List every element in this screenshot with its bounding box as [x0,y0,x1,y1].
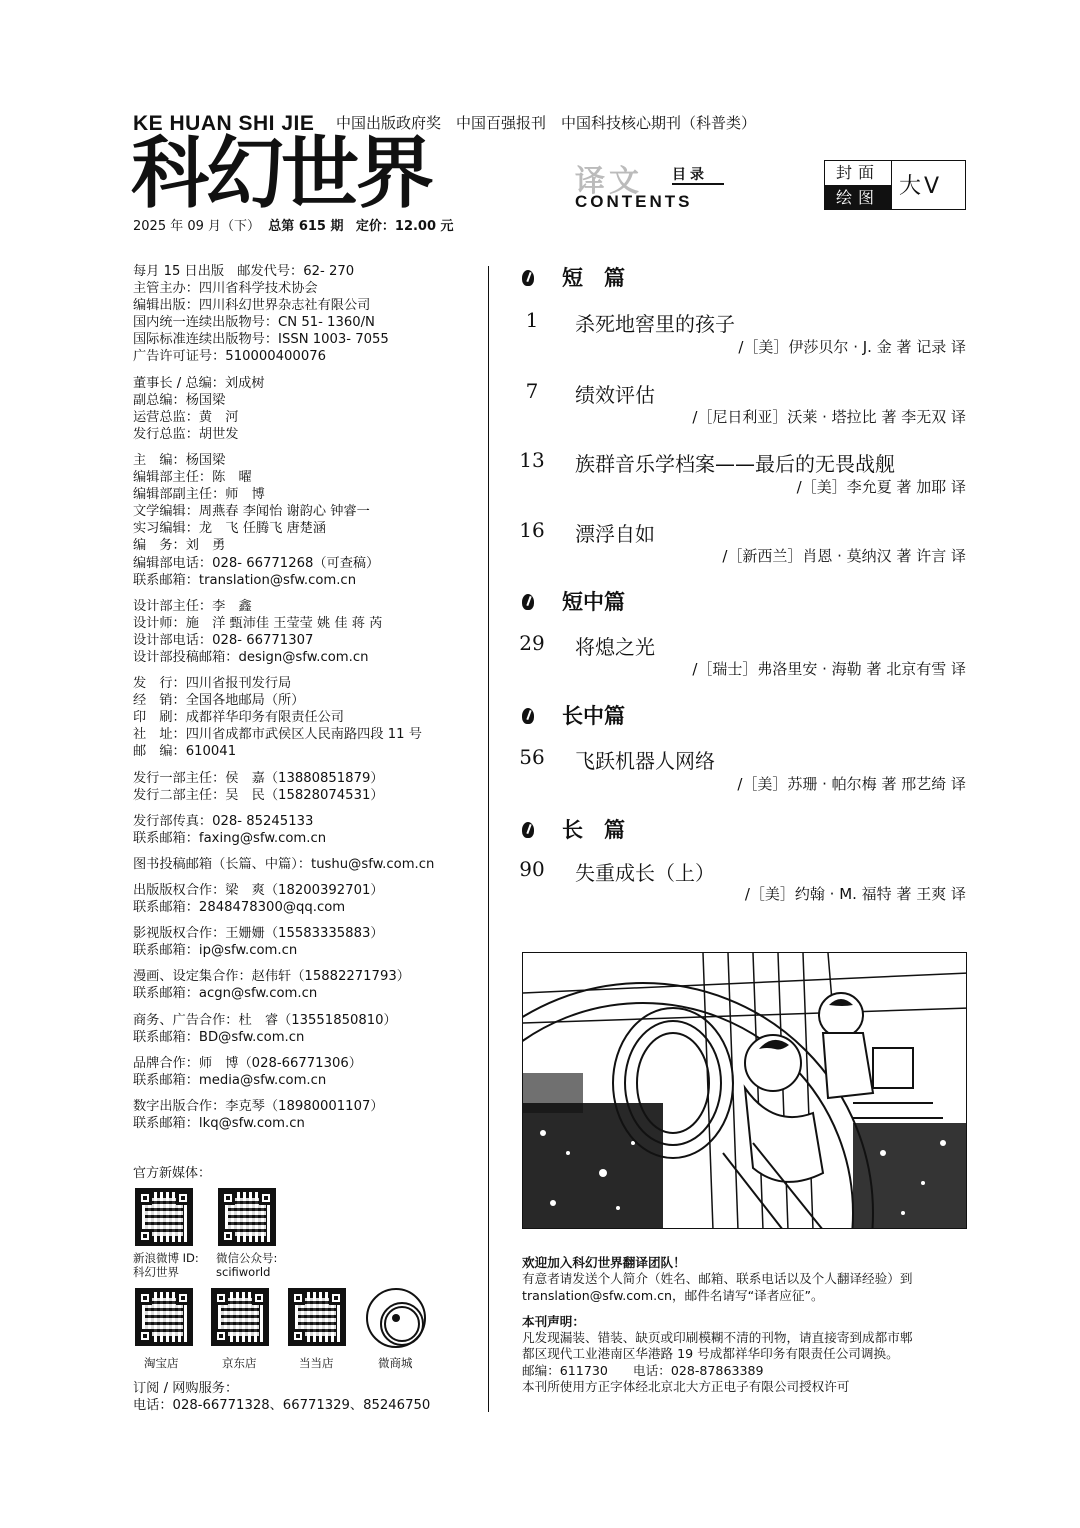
info-line: 主 编：杨国梁 [133,452,226,468]
toc-entry-title[interactable]: 族群音乐学档案——最后的无畏战舰 [575,452,895,476]
info-line: 商务、广告合作：杜 睿（13551850810） [133,1012,397,1028]
info-line: 社 址：四川省成都市武侯区人民南路四段 11 号 [133,727,422,743]
info-line: 联系邮箱：translation@sfw.com.cn [133,572,357,588]
info-line: 编辑部主任：陈 曜 [133,470,252,486]
issue-date: 2025 年 09 月（下） [133,219,261,234]
info-line: 漫画、设定集合作：赵伟轩（15882271793） [133,969,410,985]
awards-line: 中国出版政府奖 中国百强报刊 中国科技核心期刊（科普类） [336,114,757,132]
info-line: 实习编辑：龙 飞 任腾飞 唐楚涵 [133,521,327,537]
weibo-label-line: 科幻世界 [133,1265,179,1279]
info-line: 出版版权合作：梁 爽（18200392701） [133,883,384,898]
info-line: 设计部电话：028- 66771307 [133,632,314,648]
subscribe-title: 订阅 / 网购服务： [133,1381,239,1396]
toc-entry-byline: /［美］李允夏 著 加耶 译 [796,478,966,496]
info-line: 设计部投稿邮箱：design@sfw.com.cn [133,649,369,665]
info-line: 编辑部电话：028- 66771268（可查稿） [133,555,380,571]
section-marker-icon [522,822,534,838]
info-group-publication [133,263,478,366]
toc-header [575,160,725,212]
info-line: 联系邮箱：faxing@sfw.com.cn [133,830,327,846]
info-line: 广告许可证号：510000400076 [133,349,326,365]
info-line: 发行二部主任：吴 民（15828074531） [133,787,384,803]
cover-illustration [522,952,967,1229]
info-line: 联系邮箱：ip@sfw.com.cn [133,943,298,959]
section-title: 短 篇 [562,266,625,290]
info-line: 联系邮箱：acgn@sfw.com.cn [133,986,318,1002]
store-label-taobao: 淘宝店 [144,1356,179,1370]
toc-page-number: 29 [519,631,545,655]
recruit-email-line[interactable]: translation@sfw.com.cn，邮件名请写“译者应征”。 [522,1287,824,1303]
toc-entry-title[interactable]: 杀死地窖里的孩子 [575,312,735,336]
info-line: 联系邮箱：lkq@sfw.com.cn [133,1116,305,1132]
weibo-label [133,1251,199,1279]
wechat-qr-code[interactable] [218,1188,276,1246]
taobao-qr-code[interactable] [135,1288,193,1346]
info-group-design [133,598,478,666]
info-line: 发 行：四川省报刊发行局 [133,676,292,692]
toc-header-mulu: 目录 [672,167,708,183]
toc-page-number: 1 [525,308,539,332]
toc-page-number: 56 [519,745,545,769]
toc-section-short-medium [522,586,625,616]
weibo-label-line: 新浪微博 ID: [133,1251,199,1265]
toc-section-long-medium [522,700,625,730]
toc-section-long [522,814,625,844]
section-title: 长中篇 [562,704,625,728]
info-line: 董事长 / 总编：刘成树 [133,375,265,391]
section-title: 长 篇 [562,818,625,842]
issue-line [133,215,454,234]
store-label-dangdang: 当当店 [299,1356,334,1370]
info-line: 设计部主任：李 鑫 [133,598,252,614]
info-line: 主管主办：四川省科学技术协会 [133,281,318,297]
info-line: 图书投稿邮箱（长篇、中篇）：tushu@sfw.com.cn [133,856,435,872]
info-line: 编辑出版：四川科幻世界杂志社有限公司 [133,298,371,314]
info-line: 编辑部副主任：师 博 [133,487,265,503]
toc-header-contents: CONTENTS [575,192,693,211]
toc-page-number: 90 [519,857,545,881]
info-line: 设计师：施 洋 甄沛佳 王莹莹 姚 佳 蒋 芮 [133,615,383,631]
info-group-film [133,925,478,959]
section-marker-icon [522,708,534,724]
weibo-qr-code[interactable] [135,1188,193,1246]
info-group-business [133,1012,478,1046]
info-line: 每月 15 日出版 邮发代号：62- 270 [133,264,355,279]
cover-label-bottom: 绘图 [825,185,891,210]
statement-postcode: 邮编：611730 电话：028-87863389 [522,1362,764,1378]
toc-header-yiwen: 译文 [575,164,643,199]
statement-title: 本刊声明： [522,1313,585,1329]
cover-credit-box [824,160,966,210]
info-group-brand [133,1055,478,1089]
info-line: 影视版权合作：王姗姗（15583335883） [133,926,384,942]
toc-page-number: 13 [519,448,545,472]
media-title: 官方新媒体： [133,1166,212,1181]
toc-entry-title[interactable]: 漂浮自如 [575,522,655,546]
info-line: 发行一部主任：侯 嘉（13880851879） [133,770,384,786]
dangdang-qr-code[interactable] [288,1288,346,1346]
info-group-fax [133,813,478,847]
info-group-digital [133,1098,478,1132]
toc-entry-byline: /［新西兰］肖恩 · 莫纳汉 著 许言 译 [722,547,966,565]
toc-entry-title[interactable]: 绩效评估 [575,383,655,407]
toc-section-short [522,262,625,292]
toc-entry-title[interactable]: 失重成长（上） [575,861,715,885]
wechat-label-line: 微信公众号: [216,1251,278,1265]
toc-entry-title[interactable]: 飞跃机器人网络 [575,749,715,773]
weishang-mini-program-code[interactable] [366,1288,426,1348]
toc-entry-byline: /［美］苏珊 · 帕尔梅 著 邢艺绮 译 [737,775,966,793]
masthead-chinese: 科幻世界 [131,129,432,219]
info-line: 联系邮箱：BD@sfw.com.cn [133,1029,305,1045]
issue-total: 总第 615 期 [268,219,344,234]
masthead-english: KE HUAN SHI JIE [133,112,315,135]
toc-entry-byline: /［尼日利亚］沃莱 · 塔拉比 著 李无双 译 [692,408,966,426]
cover-artist: 大V [899,174,943,199]
toc-page-number: 7 [525,379,539,403]
info-line: 数字出版合作：李克琴（18980001107） [133,1098,384,1114]
info-line: 副总编：杨国梁 [133,392,226,408]
subscribe-phones: 电话：028-66771328、66771329、85246750 [133,1398,431,1413]
font-license: 本刊所使用方正字体经北京北大方正电子有限公司授权许可 [522,1379,850,1395]
toc-entry-title[interactable]: 将熄之光 [575,635,655,659]
info-line: 联系邮箱：media@sfw.com.cn [133,1072,327,1088]
info-line: 发行总监：胡世发 [133,426,239,442]
toc-page-number: 16 [519,518,545,542]
wechat-label [216,1251,277,1279]
info-line: 经 销：全国各地邮局（所） [133,693,305,709]
statement-line: 都区现代工业港南区华港路 19 号成都祥华印务有限责任公司调换。 [522,1346,899,1362]
masthead-info [133,263,478,1141]
info-group-editorial [133,452,478,589]
info-line: 运营总监：黄 河 [133,409,239,425]
info-line: 编 务：刘 勇 [133,538,226,554]
info-line: 印 刷：成都祥华印务有限责任公司 [133,710,344,726]
info-line: 品牌合作：师 博（028-66771306） [133,1055,362,1071]
info-line: 文学编辑：周燕春 李闻怡 谢韵心 钟睿一 [133,504,370,520]
wechat-label-line: scifiworld [216,1265,271,1279]
info-line: 联系邮箱：2848478300@qq.com [133,900,346,916]
info-group-management [133,375,478,443]
media-area [133,1162,478,1181]
cover-mid-rule [891,161,892,209]
jd-qr-code[interactable] [211,1288,269,1346]
section-marker-icon [522,594,534,610]
info-group-sales [133,770,478,804]
issue-price: 定价：12.00 元 [355,219,454,234]
store-label-weishang: 微商城 [378,1356,413,1370]
subscribe-info [133,1380,430,1414]
notice-block [522,1255,970,1395]
recruit-line: 有意者请发送个人简介（姓名、邮箱、联系电话以及个人翻译经验）到 [522,1271,913,1287]
recruit-title: 欢迎加入科幻世界翻译团队！ [522,1255,686,1270]
info-line: 国内统一连续出版物号：CN 51- 1360/N [133,315,375,331]
toc-entry-byline: /［美］约翰 · M. 福特 著 王爽 译 [744,885,966,903]
info-group-comics [133,968,478,1002]
column-divider [488,266,489,1412]
info-group-copyright [133,882,478,916]
info-line: 邮 编：610041 [133,744,237,760]
section-title: 短中篇 [562,590,625,614]
info-group-books [133,856,478,873]
toc-entry-byline: /［美］伊莎贝尔 · J. 金 著 记录 译 [738,338,966,356]
section-marker-icon [522,270,534,286]
cover-label-top: 封面 [825,161,891,185]
toc-entry-byline: /［瑞士］弗洛里安 · 海勒 著 北京有雪 译 [692,660,966,678]
statement-line: 凡发现漏装、错装、缺页或印刷模糊不清的刊物，请直接寄到成都市郫 [522,1330,913,1346]
illustration-artwork [523,953,967,1229]
info-group-distribution [133,675,478,760]
info-line: 国际标准连续出版物号：ISSN 1003- 7055 [133,332,389,348]
store-label-jd: 京东店 [222,1356,257,1370]
toc-header-rule [672,183,724,185]
info-line: 发行部传真：028- 85245133 [133,813,314,829]
